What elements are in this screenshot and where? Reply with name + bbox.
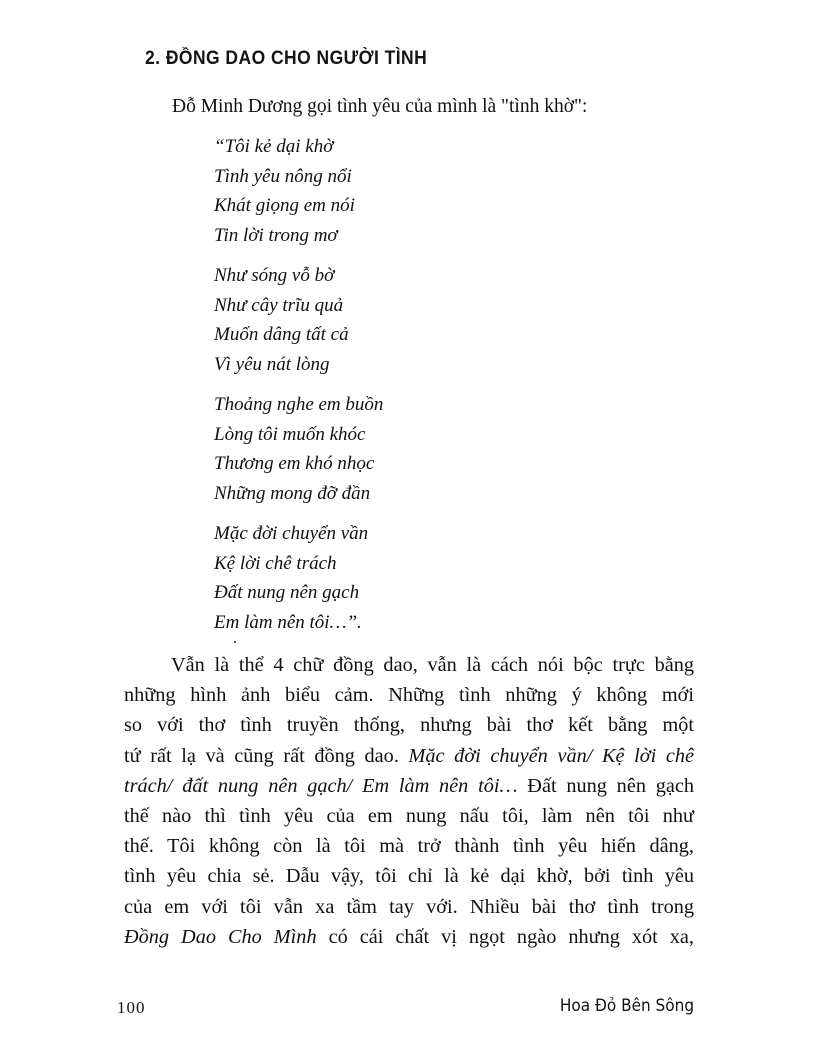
poem-stanza bbox=[214, 390, 383, 508]
poem-line: Lòng tôi muốn khóc bbox=[214, 423, 366, 445]
page-number: 100 bbox=[117, 998, 146, 1017]
poem-line: Như sóng vỗ bờ bbox=[214, 265, 335, 286]
prose-line bbox=[124, 650, 694, 680]
prose-text: Đất nung nên gạch bbox=[517, 774, 695, 797]
prose-text: tình yêu chia sẻ. Dẫu vậy, tôi chỉ là kẻ dại khờ, bởi tình yêu bbox=[124, 865, 694, 888]
poem-line: Kệ lời chê trách bbox=[214, 552, 337, 574]
prose-line bbox=[124, 831, 694, 861]
poem-line: Tình yêu nông nổi bbox=[214, 165, 352, 187]
prose-text: những hình ảnh biểu cảm. Những tình những ý không mới bbox=[124, 684, 694, 707]
poem-line: Vì yêu nát lòng bbox=[214, 353, 330, 375]
prose-text: Vẫn là thể 4 chữ đồng dao, vẫn là cách nói bộc trực bằng bbox=[171, 654, 694, 676]
poem-stanza bbox=[214, 132, 383, 250]
prose-line bbox=[124, 680, 694, 710]
prose-line bbox=[124, 710, 694, 740]
poem-line: Khát giọng em nói bbox=[214, 195, 355, 216]
prose-text: thế nào thì tình yêu của em nung nấu tôi, làm nên tôi như bbox=[124, 805, 694, 828]
prose-text: thế. Tôi không còn là tôi mà trở thành tình yêu hiến dâng, bbox=[124, 835, 694, 858]
prose-text: có cái chất vị ngọt ngào nhưng xót xa, bbox=[316, 925, 694, 948]
italic-quote: Mặc đời chuyển vần/ Kệ lời chê bbox=[408, 744, 695, 767]
poem-line: Mặc đời chuyển vần bbox=[214, 523, 369, 544]
prose-paragraph bbox=[124, 650, 694, 952]
prose-text: của em với tôi vẫn xa tầm tay với. Nhiều bài thơ tình trong bbox=[124, 895, 694, 918]
poem-line: Tin lời trong mơ bbox=[214, 224, 338, 246]
poem-stanza bbox=[214, 261, 383, 379]
poem-line: Những mong đỡ đần bbox=[214, 482, 371, 504]
prose-text: tứ rất lạ và cũng rất đồng dao. bbox=[124, 744, 409, 767]
prose-line bbox=[124, 861, 694, 891]
poem-stanza bbox=[214, 519, 383, 637]
prose-line bbox=[124, 771, 694, 801]
prose-text: so với thơ tình truyền thống, nhưng bài thơ kết bằng một bbox=[124, 714, 694, 737]
poem-line: Muốn dâng tất cả bbox=[214, 324, 349, 345]
intro-sentence: Đỗ Minh Dương gọi tình yêu của mình là "tình khờ": bbox=[172, 96, 588, 117]
poem-line: Thương em khó nhọc bbox=[214, 453, 375, 474]
italic-quote: trách/ đất nung nên gạch/ Em làm nên tôi… bbox=[124, 774, 518, 797]
poem-line: Thoảng nghe em buồn bbox=[214, 394, 384, 415]
poem bbox=[214, 132, 383, 648]
poem-line: Đất nung nên gạch bbox=[214, 582, 360, 603]
prose-line bbox=[124, 801, 694, 831]
prose-line bbox=[124, 892, 694, 922]
poem-line: Như cây trĩu quả bbox=[214, 294, 344, 316]
poem-line: “Tôi kẻ dại khờ bbox=[214, 136, 334, 157]
italic-quote: Đồng Dao Cho Mình bbox=[124, 925, 317, 948]
print-speck bbox=[234, 641, 236, 643]
prose-line bbox=[124, 922, 694, 952]
prose-line bbox=[124, 741, 694, 771]
poem-line: Em làm nên tôi…”. bbox=[214, 611, 362, 633]
running-footer-book-title: Hoa Đỏ Bên Sông bbox=[559, 996, 694, 1016]
section-heading: 2. ĐỒNG DAO CHO NGƯỜI TÌNH bbox=[145, 48, 428, 69]
